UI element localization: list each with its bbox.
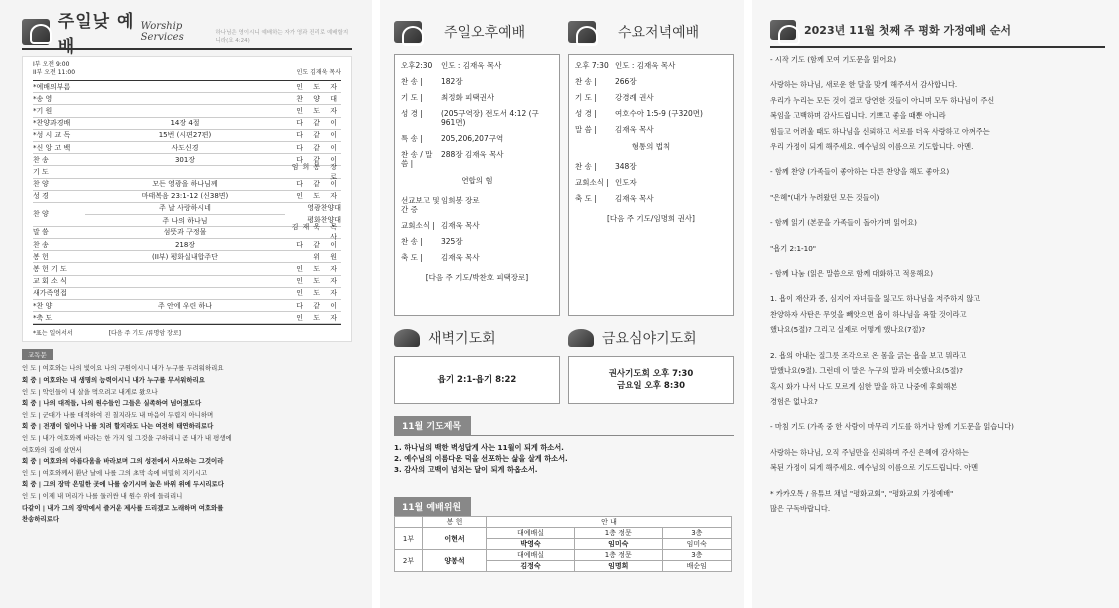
service-line-value: 김재욱 목사 [615, 194, 654, 203]
anthem-choir: 평화찬양대 [307, 216, 341, 225]
friday-line: 권사기도회 오후 7:30 [608, 369, 694, 379]
service-line-value: 인도자 [615, 178, 637, 187]
service-line-value: 강경례 권사 [615, 93, 654, 102]
anthem-line: 주 나의 하나님 [162, 216, 208, 225]
responsive-line: 찬송하리로다 [22, 515, 60, 524]
family-worship-line: 우리가 누리는 모든 것이 결코 당연한 것들이 아니며 모두 하나님이 주신 [770, 95, 995, 105]
order-item: 찬 송 [33, 155, 49, 164]
order-item: 봉 헌 [33, 252, 49, 261]
service-line-label: 찬 송 | [575, 77, 597, 86]
weekly-services-panel [380, 0, 744, 608]
order-row [33, 251, 341, 263]
service-line-label: 축 도 | [401, 253, 423, 262]
service-line [401, 77, 553, 86]
spacer [770, 409, 1105, 419]
service-line-label: 찬 송 | [401, 77, 423, 86]
spacer [770, 205, 1105, 215]
order-person: 인 도 자 [296, 265, 341, 274]
spacer [770, 476, 1105, 486]
sunday-worship-title-en: Worship Services [140, 21, 184, 43]
order-item: 찬 송 [33, 240, 49, 249]
service-line-label: 교회소식 | [575, 178, 609, 187]
service-line-label: 찬 송 | [575, 162, 597, 171]
wednesday-title: 수요저녁예배 [618, 25, 700, 41]
order-person: 위 원 [313, 252, 341, 261]
service-line [401, 221, 553, 230]
family-worship-line: 2. 욥의 아내는 질그릇 조각으로 온 몸을 긁는 욥을 보고 뭐라고 [770, 350, 967, 360]
sunday-worship-header [22, 12, 352, 57]
wednesday-sermon-title: 형통의 법칙 [631, 142, 671, 151]
service-line-label: 성 경 | [401, 109, 423, 118]
family-worship-panel [752, 0, 1119, 608]
order-row [33, 276, 341, 288]
dawn-header [394, 326, 560, 350]
order-row [33, 312, 341, 324]
responsive-reading [22, 363, 352, 525]
order-person: 인 도 자 [296, 192, 341, 201]
committee-header: 봉 헌 [423, 517, 487, 528]
committee-tag: 11월 예배위원 [394, 497, 471, 516]
order-person: 다 같 이 [296, 180, 341, 189]
wednesday-order [568, 54, 734, 316]
order-person: 임희봉 장로 [291, 162, 341, 181]
committee-guide: 1층 정문 [574, 528, 662, 539]
service-line [575, 178, 727, 187]
service-line-label: 기 도 | [575, 93, 597, 102]
responsive-line: 여호와의 집에 살면서 [22, 445, 82, 454]
service-line [575, 77, 727, 86]
order-person: 인 도 자 [296, 82, 341, 91]
service-line-value: 임희봉 장로 [441, 196, 480, 205]
family-worship-header [770, 16, 1105, 44]
order-item: 봉 헌 기 도 [33, 265, 67, 274]
order-item: *찬 양 [33, 301, 53, 310]
committee-offering: 양봉석 [423, 550, 487, 572]
order-person: 다 같 이 [296, 143, 341, 152]
order-person: 인 도 자 [296, 277, 341, 286]
family-worship-line: 경험은 없나요? [770, 396, 818, 406]
service-line-value: 325장 [441, 237, 463, 246]
family-worship-line: 복임을 고백하며 감사드립니다. 기쁘고 좋을 때뿐 아니라 [770, 111, 946, 121]
family-worship-line: 했나요(5절)? 그리고 실제로 어떻게 했나요(7절)? [770, 325, 926, 335]
committee-guide: 대예배실 [487, 550, 575, 561]
wednesday-logo-icon [568, 21, 596, 43]
responsive-line: 다같이 | 내가 그의 장막에서 즐거운 제사를 드리겠고 노래하며 여호와를 [22, 503, 224, 512]
afternoon-sermon-title: 연합의 힘 [461, 176, 493, 185]
order-item: 교 회 소 식 [33, 277, 67, 286]
sunday-worship-title: 주일낮 예배 [57, 12, 135, 57]
spacer [770, 231, 1105, 241]
order-item: *예배의부름 [33, 82, 71, 91]
stand-note: *표는 일어서서 [33, 330, 73, 338]
responsive-line: 인 도 | 여호와는 나의 빛이요 나의 구원이시니 내가 누구를 두려워하리요 [22, 364, 224, 373]
anthem-line: 주 날 사랑하시네 [85, 202, 285, 215]
service-leader: 인도 김재욱 목사 [296, 69, 341, 76]
committee-table [394, 516, 732, 572]
family-worship-title: 2023년 11월 첫째 주 평화 가정예배 순서 [804, 24, 1012, 37]
family-worship-line: "은혜"(내가 누려왔던 모든 것들이) [770, 192, 880, 202]
service-line-value: (205구역장) 전도서 4:12 (구961면) [441, 109, 539, 127]
service-line [575, 61, 727, 70]
service-times [33, 61, 341, 81]
sunday-worship-subtitle: 하나님은 영이시니 예배하는 자가 영과 진리로 예배할지니라(요 4:24) [215, 30, 349, 44]
responsive-line: 회 중 | 여호와의 아름다움을 바라보며 그의 성전에서 사모하는 그것이라 [22, 457, 224, 466]
family-worship-line: 찬양하자 사탄은 무엇을 빼앗으면 욥이 하나님을 욕할 것이라고 [770, 309, 967, 319]
prayer-topic: 1. 하나님의 백한 벽성답게 사는 11월이 되게 하소서. [394, 443, 564, 452]
order-person: 김재욱 목사 [291, 223, 341, 242]
order-row [33, 239, 341, 251]
responsive-line: 인 도 | 악인들이 내 살을 먹으려고 내게로 왔으나 [22, 387, 158, 396]
service-line-value: 인도 : 김재욱 목사 [615, 61, 676, 70]
family-worship-line: 사랑하는 하나님, 새로운 한 달을 맞게 해주셔서 감사합니다. [770, 80, 958, 90]
order-person: 다 같 이 [296, 155, 341, 164]
service-line-value: 348장 [615, 162, 637, 171]
order-content: 섬뜻과 구정물 [163, 228, 207, 237]
order-item: *찬양과경배 [33, 119, 71, 128]
service-line-label: 선교보고 및 간 증 [401, 196, 440, 214]
order-row [33, 162, 341, 181]
committee-guide: 박영숙 [487, 539, 575, 550]
prayer-topics-tag: 11월 기도제목 [394, 416, 471, 435]
committee-guide: 3층 [662, 550, 731, 561]
committee-guide: 배순임 [662, 561, 731, 572]
service-line-value: 김재욱 목사 [441, 253, 480, 262]
wednesday-header [568, 18, 734, 46]
afternoon-logo-icon [394, 21, 422, 43]
committee-offering: 이현서 [423, 528, 487, 550]
service-line-label: 오후 7:30 [575, 61, 609, 70]
family-worship-line: - 마침 기도 (가족 중 한 사람이 마무리 기도를 하거나 함께 기도문을 읽습니다) [770, 422, 1014, 432]
order-item: 찬 양 [33, 180, 49, 189]
responsive-line: 인 도 | 이제 내 머리가 나를 둘러싼 내 원수 위에 들리리니 [22, 491, 183, 500]
family-worship-line: - 함께 나눔 (읽은 말씀으로 함께 대화하고 적용해요) [770, 269, 934, 279]
service-line-label: 찬 송 | [401, 237, 423, 246]
family-worship-line: 힘들고 어려울 때도 하나님을 신뢰하고 서로를 더욱 사랑하고 아껴주는 [770, 126, 990, 136]
order-content: 14장 4절 [170, 119, 200, 128]
responsive-line: 인 도 | 군대가 나를 대적하여 진 칠지라도 내 마음이 두렵지 아니하며 [22, 410, 214, 419]
spacer [770, 338, 1105, 348]
committee-part: 1부 [395, 528, 423, 550]
order-item: 새가족영접 [33, 289, 67, 298]
responsive-line: 회 중 | 여호와는 내 생명의 능력이시니 내가 누구를 무서워하리요 [22, 375, 205, 384]
prayer-topic: 2. 예수님의 이름다운 덕을 선포하는 삶을 살게 하소서. [394, 454, 568, 463]
afternoon-next-prayer: [다음 주 기도/박찬호 피택장로] [425, 273, 529, 282]
committee-guide: 3층 [662, 528, 731, 539]
family-worship-line: - 시작 기도 (함께 모여 기도문을 읽어요) [770, 55, 897, 64]
order-notes [33, 324, 341, 339]
family-worship-line: * 카카오톡 / 유튜브 채널 "평화교회", "평화교회 가정예배" [770, 488, 954, 498]
spacer [770, 256, 1105, 266]
service-line-value: 최정화 피택권사 [441, 93, 495, 102]
friday-logo-icon [568, 329, 594, 347]
responsive-line: 회 중 | 그의 장막 은밀한 곳에 나를 숨기시며 높은 바위 위에 두시리로다 [22, 480, 224, 489]
prayer-topic: 3. 감사의 고백이 넘치는 달이 되게 하옵소서. [394, 465, 538, 474]
order-content: 주 안에 우린 하나 [157, 301, 212, 310]
service-line-label: 특 송 | [401, 134, 423, 143]
order-person: 인 도 자 [296, 106, 341, 115]
dawn-title: 새벽기도회 [428, 331, 496, 347]
order-row [33, 263, 341, 275]
order-item: 성 경 [33, 192, 49, 201]
service-line [575, 125, 727, 134]
service-line [575, 194, 727, 203]
order-item: *성 시 교 독 [33, 131, 71, 140]
friday-line: 금요일 오후 8:30 [616, 381, 686, 391]
family-worship-line: - 함께 찬양 (가족들이 좋아하는 다른 찬양을 해도 좋아요) [770, 167, 950, 177]
service-line-value: 김재욱 목사 [615, 125, 654, 134]
header-divider [770, 46, 1105, 48]
spacer [770, 180, 1105, 190]
committee-guide: 대예배실 [487, 528, 575, 539]
order-content: 모든 영광을 하나님께 [152, 180, 218, 189]
order-person: 다 같 이 [296, 119, 341, 128]
family-worship-line: "욥기 2:1-10" [770, 243, 817, 253]
family-worship-line: - 함께 읽기 (본문을 가족들이 돌아가며 읽어요) [770, 218, 917, 228]
order-item: *신 앙 고 백 [33, 143, 71, 152]
order-row [33, 179, 341, 191]
order-person: 다 같 이 [296, 301, 341, 310]
service-line-label: 찬 송 / 말 씀 | [401, 150, 433, 168]
order-person: 인 도 자 [296, 289, 341, 298]
responsive-line: 회 중 | 전쟁이 일어나 나를 치려 할지라도 나는 여전히 태연하리로다 [22, 422, 214, 431]
anthem-choir: 영광찬양대 [307, 204, 341, 213]
responsive-reading-label: 교독문 [22, 349, 53, 360]
dawn-box [394, 356, 560, 404]
order-row [33, 118, 341, 130]
time-first: I부 오전 9:00 [33, 61, 70, 68]
family-worship-line: 우리 가정이 되게 해주세요. 예수님의 이름으로 기도합니다. 아멘. [770, 142, 974, 152]
committee-guide: 임명희 [574, 561, 662, 572]
service-line-value: 266장 [615, 77, 637, 86]
order-item: *축 도 [33, 313, 53, 322]
afternoon-order [394, 54, 560, 316]
afternoon-title: 주일오후예배 [444, 25, 526, 41]
spacer [770, 67, 1105, 77]
friday-header [568, 326, 734, 350]
order-row [33, 81, 341, 93]
service-line-value: 182장 [441, 77, 463, 86]
order-item: 기 도 [33, 167, 49, 176]
service-line [401, 196, 553, 214]
service-line-value: 여호수아 1:5-9 (구320면) [615, 109, 703, 118]
dawn-text: 욥기 2:1-욥기 8:22 [437, 375, 517, 385]
church-logo-icon [22, 19, 50, 45]
order-row [33, 300, 341, 312]
order-row [33, 142, 341, 154]
friday-title: 금요심야기도회 [602, 331, 697, 347]
responsive-line: 인 도 | 내가 여호와께 바라는 한 가지 일 그것을 구하리니 곧 내가 내 평생에 [22, 433, 232, 442]
service-line [575, 162, 727, 171]
service-line-label: 오후2:30 [401, 61, 433, 70]
afternoon-header [394, 18, 560, 46]
prayer-topics [394, 435, 734, 475]
service-line [401, 109, 553, 127]
family-worship-line: 복된 가정이 되게 해주세요. 예수님의 이름으로 기도드립니다. 아멘 [770, 463, 979, 473]
order-content: (II부) 평화실내합주단 [152, 252, 218, 261]
dawn-logo-icon [394, 329, 420, 347]
crown-logo-icon [770, 20, 796, 40]
anthem-item: 찬 양 [33, 210, 49, 219]
friday-box [568, 356, 734, 404]
committee-row [395, 550, 732, 561]
service-line [575, 109, 727, 118]
committee-guide: 1층 정문 [574, 550, 662, 561]
spacer [770, 435, 1105, 445]
order-item: 말 씀 [33, 228, 49, 237]
sunday-worship-panel [0, 0, 372, 608]
service-line [401, 93, 553, 102]
order-row [33, 223, 341, 242]
order-person: 다 같 이 [296, 240, 341, 249]
service-line-label: 축 도 | [575, 194, 597, 203]
order-person: 인 도 자 [296, 313, 341, 322]
family-worship-line: 1. 욥이 재산과 종, 심지어 자녀들을 잃고도 하나님을 저주하지 않고 [770, 294, 981, 304]
family-worship-line: 혹시 화가 나서 나도 모르게 심한 말을 하고 나중에 후회해본 [770, 381, 958, 391]
time-second: II부 오전 11:00 [33, 69, 76, 76]
responsive-line: 회 중 | 나의 대적들, 나의 원수들인 그들은 실족하여 넘어졌도다 [22, 399, 202, 408]
order-row [33, 288, 341, 300]
service-line-value: 인도 : 김재욱 목사 [441, 61, 502, 70]
family-worship-line: 말했나요(9절). 그런데 이 말은 누구의 말과 비슷했나요(5절)? [770, 366, 963, 376]
responsive-line: 인 도 | 여호와께서 환난 날에 나를 그의 초막 속에 비밀히 지키시고 [22, 468, 208, 477]
service-line [401, 61, 553, 70]
service-line-value: 205,206,207구역 [441, 134, 504, 143]
service-line-value: 288장 김재욱 목사 [441, 150, 504, 159]
service-line [401, 237, 553, 246]
order-row [33, 93, 341, 105]
service-line-label: 성 경 | [575, 109, 597, 118]
service-line-label: 기 도 | [401, 93, 423, 102]
committee-header: 안 내 [487, 517, 732, 528]
order-row [33, 105, 341, 117]
order-item: *송 영 [33, 94, 53, 103]
service-line [575, 93, 727, 102]
committee-guide: 임미숙 [574, 539, 662, 550]
order-content: 218장 [174, 240, 196, 249]
family-worship-line: 사랑하는 하나님, 오직 주님만을 신뢰하며 주신 은혜에 감사하는 [770, 447, 969, 457]
order-item: *기 원 [33, 106, 53, 115]
spacer [770, 154, 1105, 164]
order-content: 사도신경 [171, 143, 199, 152]
committee-part: 2부 [395, 550, 423, 572]
order-content: 15번 (시편27편) [158, 131, 212, 140]
order-person: 찬 양 대 [296, 94, 341, 103]
spacer [770, 281, 1105, 291]
next-week-prayer: [다음 주 기도 /류명암 장로] [108, 330, 181, 338]
committee-guide: 김정숙 [487, 561, 575, 572]
order-of-service [22, 56, 352, 342]
committee-row [395, 528, 732, 539]
wednesday-next-prayer: [다음 주 기도/임명희 권사] [607, 214, 695, 223]
service-line-value: 김재욱 목사 [441, 221, 480, 230]
service-line [401, 253, 553, 262]
service-line-label: 말 씀 | [575, 125, 597, 134]
order-person: 다 같 이 [296, 131, 341, 140]
order-row [33, 130, 341, 142]
order-content: 301장 [174, 155, 196, 164]
family-worship-body [770, 52, 1105, 516]
service-line [401, 150, 553, 168]
service-line [401, 134, 553, 143]
service-line-label: 교회소식 | [401, 221, 435, 230]
family-worship-line: 많은 구독바랍니다. [770, 503, 831, 513]
committee-guide: 임미숙 [662, 539, 731, 550]
order-content: 마태복음 23:1-12 (신38면) [141, 192, 229, 201]
